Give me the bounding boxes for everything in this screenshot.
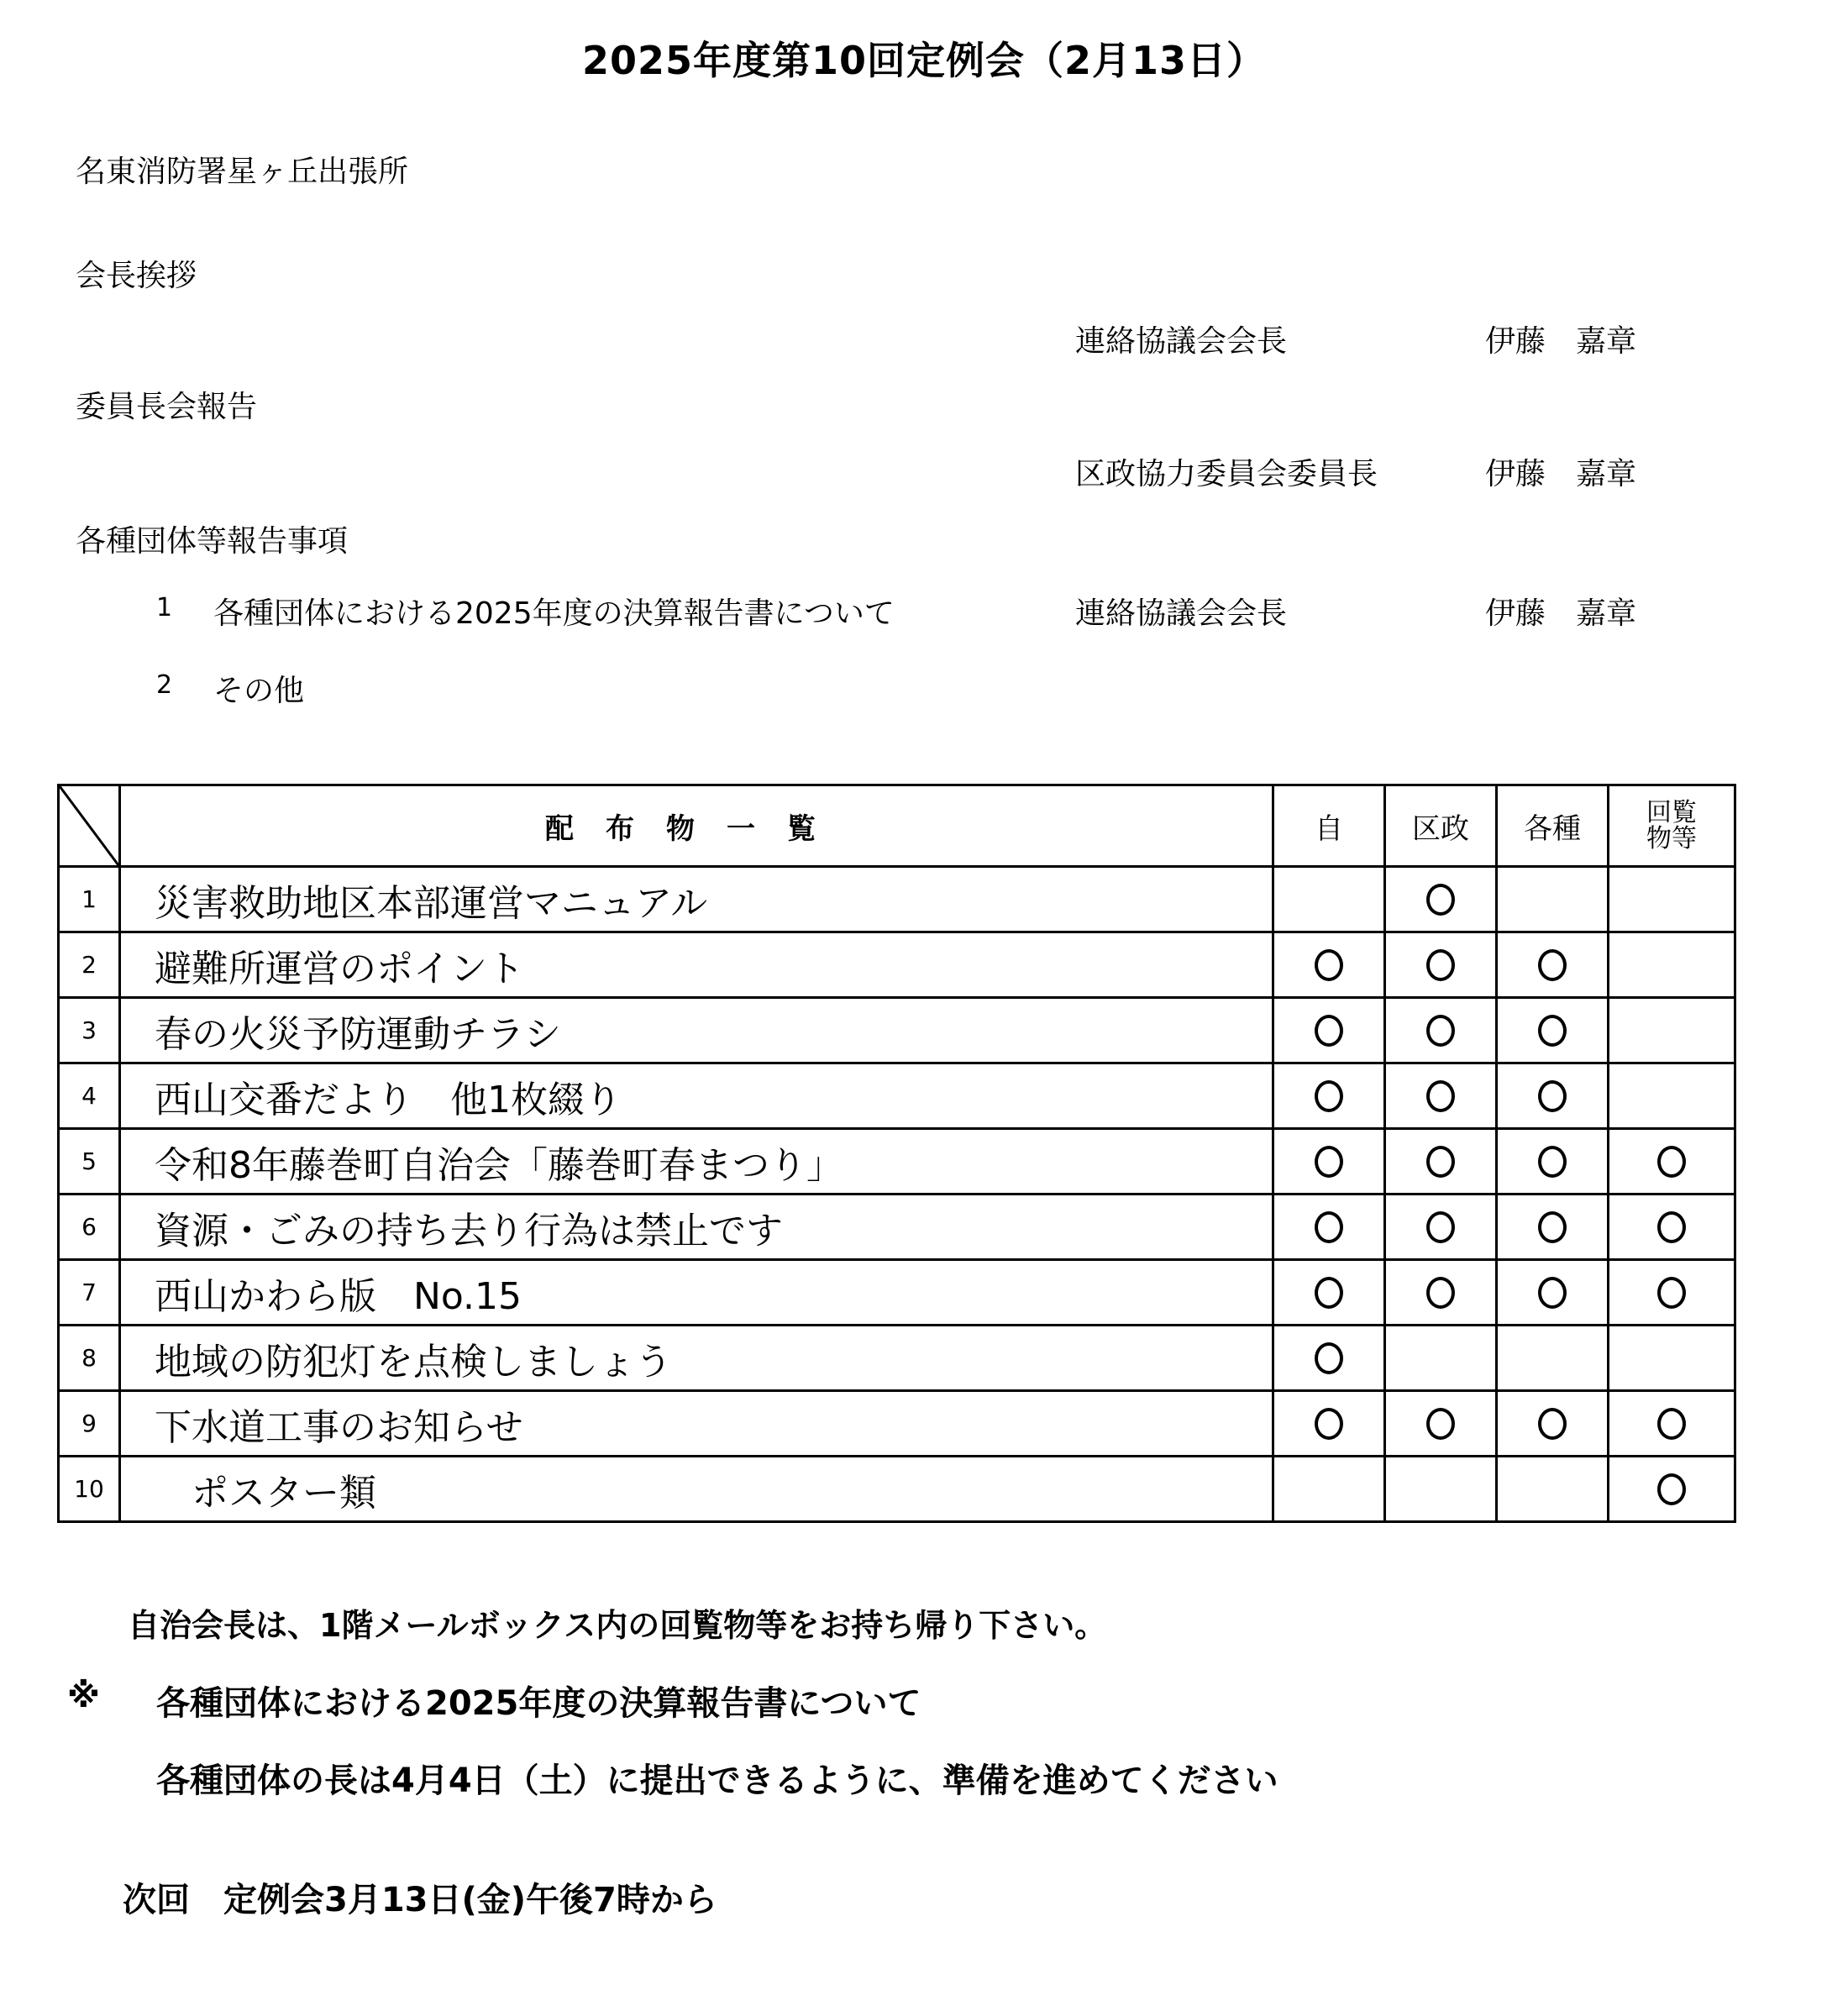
item-name: 資源・ごみの持ち去り行為は禁止です: [120, 1195, 1273, 1260]
mark-cell: [1273, 1326, 1385, 1391]
circle-mark-icon: [1657, 1277, 1686, 1309]
agenda-greeting-role: 連絡協議会会長: [1075, 324, 1288, 359]
row-number: 9: [59, 1391, 120, 1457]
corner-cell: [59, 785, 120, 867]
circle-mark-icon: [1426, 1211, 1455, 1243]
table-header-row: [59, 785, 1735, 867]
agenda-item-text: その他: [213, 674, 305, 708]
circle-mark-icon: [1315, 1211, 1343, 1243]
circle-mark-icon: [1538, 1080, 1567, 1112]
row-number: 10: [59, 1457, 120, 1522]
circle-mark-icon: [1426, 949, 1455, 981]
mark-cell: [1273, 998, 1385, 1063]
mark-cell: [1385, 1457, 1497, 1522]
item-name: 西山交番だより 他1枚綴り: [120, 1063, 1273, 1129]
circle-mark-icon: [1315, 1277, 1343, 1309]
mark-cell: [1273, 1129, 1385, 1195]
row-number: 6: [59, 1195, 120, 1260]
note-asterisk: ※: [67, 1677, 100, 1715]
mark-cell: [1497, 1260, 1609, 1326]
circle-mark-icon: [1315, 1408, 1343, 1440]
agenda-greeting-name: 伊藤 嘉章: [1485, 324, 1637, 359]
circle-mark-icon: [1538, 1277, 1567, 1309]
mark-cell: [1609, 1260, 1735, 1326]
mark-cell: [1497, 1195, 1609, 1260]
row-number: 8: [59, 1326, 120, 1391]
table-row: [59, 867, 1735, 932]
row-number: 5: [59, 1129, 120, 1195]
table-title: 配布物一覧: [545, 811, 848, 846]
mark-cell: [1385, 1063, 1497, 1129]
circle-mark-icon: [1538, 1211, 1567, 1243]
mark-cell: [1385, 1391, 1497, 1457]
note-pickup: 自治会長は、1階メールボックス内の回覧物等をお持ち帰り下さい。: [128, 1607, 1107, 1644]
item-name: 令和8年藤巻町自治会「藤巻町春まつり」: [120, 1129, 1273, 1195]
circle-mark-icon: [1315, 1015, 1343, 1047]
mark-cell: [1609, 1129, 1735, 1195]
agenda-item-name: 伊藤 嘉章: [1485, 596, 1637, 631]
item-name: 西山かわら版 No.15: [120, 1260, 1273, 1326]
diagonal-line-icon: [60, 786, 118, 865]
row-number: 4: [59, 1063, 120, 1129]
mark-cell: [1273, 1063, 1385, 1129]
circle-mark-icon: [1426, 1080, 1455, 1112]
circle-mark-icon: [1426, 1015, 1455, 1047]
mark-cell: [1609, 1391, 1735, 1457]
item-name: 災害救助地区本部運営マニュアル: [120, 867, 1273, 932]
circle-mark-icon: [1426, 1277, 1455, 1309]
mark-cell: [1385, 867, 1497, 932]
mark-cell: [1609, 1457, 1735, 1522]
column-header-line: 物等: [1646, 824, 1697, 853]
column-header: 各種: [1497, 785, 1609, 867]
agenda-group-reports-label: 各種団体等報告事項: [76, 524, 349, 559]
document-title: 2025年度第10回定例会（2月13日）: [581, 38, 1267, 83]
mark-cell: [1273, 1195, 1385, 1260]
agenda-item-role: 連絡協議会会長: [1075, 596, 1288, 631]
mark-cell: [1497, 1063, 1609, 1129]
table-title-cell: [120, 785, 1273, 867]
item-name: 地域の防犯灯を点検しましょう: [120, 1326, 1273, 1391]
mark-cell: [1609, 1326, 1735, 1391]
mark-cell: [1273, 1260, 1385, 1326]
table-row: [59, 1326, 1735, 1391]
column-header: [1609, 785, 1735, 867]
agenda-committee-role: 区政協力委員会委員長: [1075, 457, 1378, 491]
note-next-meeting: 次回 定例会3月13日(金)午後7時から: [123, 1881, 717, 1919]
agenda-committee-name: 伊藤 嘉章: [1485, 457, 1637, 491]
agenda-committee-label: 委員長会報告: [76, 390, 258, 424]
circle-mark-icon: [1657, 1408, 1686, 1440]
mark-cell: [1497, 1326, 1609, 1391]
column-header-line: 回覧: [1646, 797, 1697, 827]
mark-cell: [1385, 998, 1497, 1063]
mark-cell: [1385, 1129, 1497, 1195]
agenda-item-text: 各種団体における2025年度の決算報告書について: [213, 596, 895, 631]
circle-mark-icon: [1315, 1080, 1343, 1112]
circle-mark-icon: [1426, 1146, 1455, 1178]
table-row: [59, 1129, 1735, 1195]
table-row: [59, 1391, 1735, 1457]
distribution-table: [57, 784, 1736, 1523]
table-row: [59, 998, 1735, 1063]
circle-mark-icon: [1538, 1146, 1567, 1178]
item-name: 下水道工事のお知らせ: [120, 1391, 1273, 1457]
mark-cell: [1273, 1391, 1385, 1457]
mark-cell: [1497, 867, 1609, 932]
column-header: 自: [1273, 785, 1385, 867]
mark-cell: [1497, 1129, 1609, 1195]
mark-cell: [1497, 1391, 1609, 1457]
mark-cell: [1497, 1457, 1609, 1522]
column-header: 区政: [1385, 785, 1497, 867]
mark-cell: [1273, 932, 1385, 998]
mark-cell: [1385, 1195, 1497, 1260]
mark-cell: [1385, 1326, 1497, 1391]
circle-mark-icon: [1538, 1015, 1567, 1047]
table-row: [59, 1457, 1735, 1522]
agenda-greeting-label: 会長挨拶: [76, 259, 197, 293]
mark-cell: [1385, 1260, 1497, 1326]
note-settlement-body: 各種団体の長は4月4日（土）に提出できるように、準備を進めてください: [156, 1762, 1278, 1800]
agenda-item-number: 2: [156, 670, 173, 700]
item-name: 春の火災予防運動チラシ: [120, 998, 1273, 1063]
agenda-item-number: 1: [156, 593, 173, 622]
table-row: [59, 1063, 1735, 1129]
table-row: [59, 1260, 1735, 1326]
circle-mark-icon: [1657, 1146, 1686, 1178]
mark-cell: [1609, 998, 1735, 1063]
circle-mark-icon: [1315, 1146, 1343, 1178]
circle-mark-icon: [1426, 884, 1455, 916]
mark-cell: [1497, 932, 1609, 998]
item-name: ポスター類: [120, 1457, 1273, 1522]
circle-mark-icon: [1657, 1211, 1686, 1243]
circle-mark-icon: [1657, 1473, 1686, 1505]
mark-cell: [1609, 867, 1735, 932]
row-number: 7: [59, 1260, 120, 1326]
table-row: [59, 1195, 1735, 1260]
mark-cell: [1273, 1457, 1385, 1522]
mark-cell: [1609, 932, 1735, 998]
mark-cell: [1385, 932, 1497, 998]
item-name: 避難所運営のポイント: [120, 932, 1273, 998]
row-number: 1: [59, 867, 120, 932]
circle-mark-icon: [1538, 1408, 1567, 1440]
table-row: [59, 932, 1735, 998]
mark-cell: [1609, 1195, 1735, 1260]
note-settlement-heading: 各種団体における2025年度の決算報告書について: [156, 1684, 921, 1723]
row-number: 3: [59, 998, 120, 1063]
circle-mark-icon: [1315, 1342, 1343, 1374]
venue: 名東消防署星ヶ丘出張所: [76, 155, 409, 189]
mark-cell: [1609, 1063, 1735, 1129]
mark-cell: [1273, 867, 1385, 932]
circle-mark-icon: [1426, 1408, 1455, 1440]
circle-mark-icon: [1315, 949, 1343, 981]
row-number: 2: [59, 932, 120, 998]
circle-mark-icon: [1538, 949, 1567, 981]
mark-cell: [1497, 998, 1609, 1063]
